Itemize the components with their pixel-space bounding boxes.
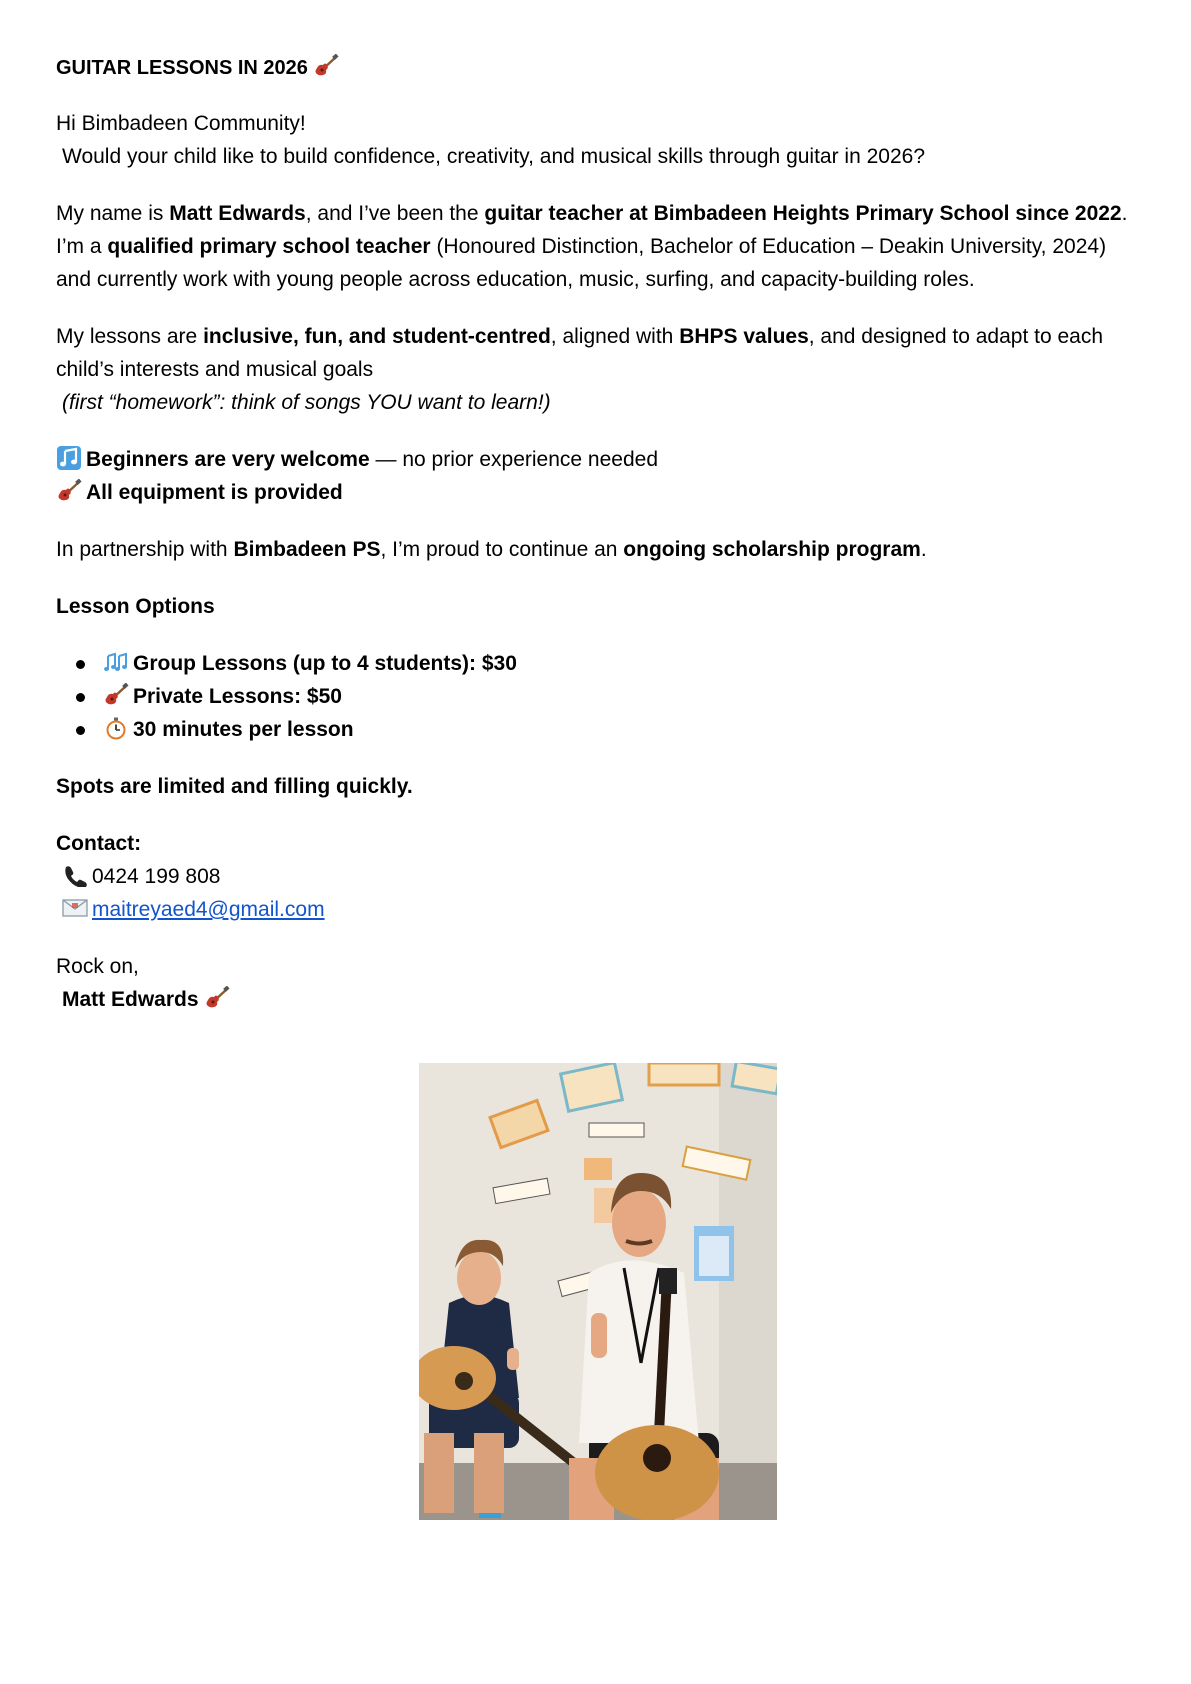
contact-section: [56, 827, 1146, 926]
about-paragraph: My name is Matt Edwards, and I’ve been the guitar teacher at Bimbadeen Heights Primary School since 2022. I’m a qualified primary school teacher (Honoured Distinction, Bachelor of Education – Deakin University, 2024) and currently work with young people across education, music, surfing, and capacity-building roles.: [56, 202, 1128, 291]
email-link[interactable]: maitreyaed4@gmail.com: [92, 898, 325, 921]
signoff: Rock on, Matt Edwards: [56, 950, 1146, 1016]
lesson-photo: [419, 1063, 777, 1520]
guitar-icon: [313, 54, 339, 78]
feature-beginners: Beginners are very welcome — no prior experience needed: [56, 443, 1146, 476]
intro: [56, 107, 1146, 173]
lessons-paragraph: My lessons are inclusive, fun, and student-centred, aligned with BHPS values, and designed to adapt to each child’s interests and musical goals (first “homework”: think of songs YOU want to learn!): [56, 320, 1146, 419]
feature-equipment: All equipment is provided: [56, 476, 1146, 509]
list-item: 30 minutes per lesson: [56, 713, 1146, 746]
lesson-options-list: [56, 647, 1146, 746]
music-note-icon: [56, 446, 82, 470]
guitar-icon: [56, 479, 82, 503]
guitar-icon: [204, 986, 230, 1010]
document-page: [56, 52, 1146, 1016]
options-heading: Lesson Options: [56, 595, 215, 618]
notes-icon: [103, 650, 129, 674]
contact-heading: Contact:: [56, 832, 142, 855]
stopwatch-icon: [103, 716, 129, 740]
signoff-name: Matt Edwards: [56, 983, 1146, 1016]
contact-email: [56, 893, 1146, 926]
contact-phone: 0424 199 808: [56, 860, 1146, 893]
phone-icon: [62, 863, 88, 887]
features: [56, 443, 1146, 509]
spots-notice: Spots are limited and filling quickly.: [56, 775, 413, 798]
page-title: GUITAR LESSONS IN 2026: [56, 52, 1146, 85]
list-item: Private Lessons: $50: [56, 680, 1146, 713]
partnership-paragraph: In partnership with Bimbadeen PS, I’m proud to continue an ongoing scholarship program.: [56, 538, 927, 561]
guitar-icon: [103, 683, 129, 707]
intro-question: Would your child like to build confidence, creativity, and musical skills through guitar in 2026?: [62, 145, 926, 168]
greeting: Hi Bimbadeen Community!: [56, 112, 306, 135]
teacher-name: Matt Edwards: [169, 202, 306, 225]
homework-note: (first “homework”: think of songs YOU want to learn!): [62, 391, 551, 414]
list-item: Group Lessons (up to 4 students): $30: [56, 647, 1146, 680]
envelope-icon: [62, 896, 88, 920]
